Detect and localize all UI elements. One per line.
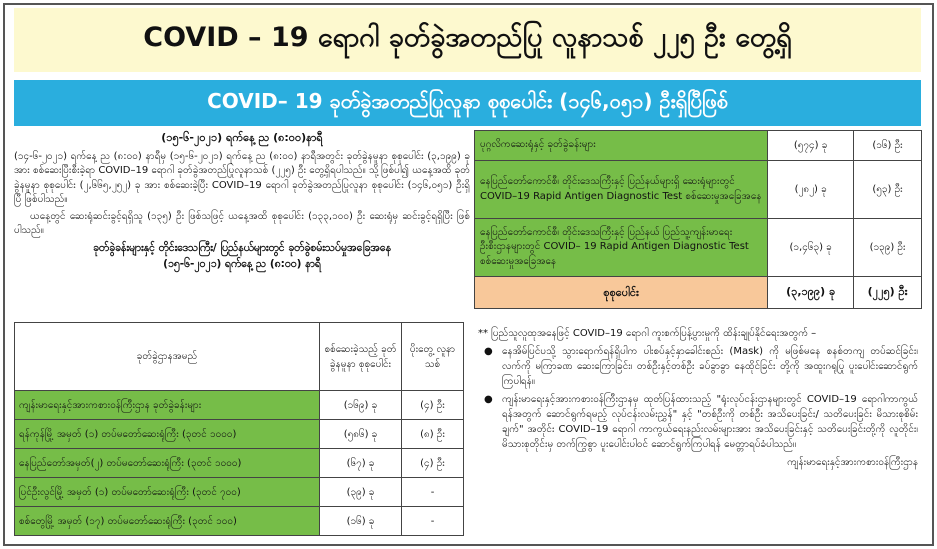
headline-banner bbox=[14, 8, 921, 72]
table-row bbox=[15, 391, 464, 420]
report-paragraph-1: (၁၄-၆-၂၀၂၁) ရက်နေ့ ည (၈:၀၀) နာရီမှ (၁၅-၆-၂၀၂၁) ရက်နေ့ ည (၈:၀၀) နာရီအတွင်း ခုတ်ခွဲနမူနာ စုစုပေါင်း (၃,၁၉၉) ခုအား စစ်ဆေးပြီးစီးခဲ့ရာ COVID–19 ရောဂါ ခုတ်ခွဲအတည်ပြုလူနာသစ် (၂၂၅) ဦး တွေ့ရှိရပါသည်။ သို့ဖြစ်ပါ၍ ယနေ့အထိ ခုတ်ခွဲနမူနာ စုစုပေါင်း (၂,၆၆၅,၂၅၂) ခု အား စစ်ဆေးခဲ့ပြီး COVID–19 ရောဂါ ခုတ်ခွဲအတည်ပြုလူနာ စုစုပေါင်း (၁၄၆,၀၅၁) ဦးရှိပြီ ဖြစ်ပါသည်။ bbox=[14, 150, 470, 206]
bullet-icon: ● bbox=[484, 346, 493, 357]
lab-table-date: (၁၅-၆-၂၀၂၁) ရက်နေ့ ည (၈:၀၀) နာရီ bbox=[163, 258, 321, 271]
table-row bbox=[475, 219, 922, 277]
table-row bbox=[475, 161, 922, 219]
summary-positive: (၁၆) ဦး bbox=[854, 131, 922, 161]
lab-header-samples: စစ်ဆေးခဲ့သည့် ခုတ်ခွဲနမူနာ စုစုပေါင်း bbox=[320, 323, 402, 391]
lab-positive: - bbox=[402, 478, 464, 507]
summary-positive: (၁၃၉) ဦး bbox=[854, 219, 922, 277]
lab-samples: (၁၆) ခု bbox=[320, 507, 402, 536]
advisory-list bbox=[478, 344, 918, 452]
summary-label: နေပြည်တော်ကောင်စီ၊ တိုင်းဒေသကြီးနှင့် ပြည်နယ် ပြည်သူ့ကျန်းမာရေးဦးစီးဌာနများတွင် COVID– 19 Rapid Antigen Diagnostic Test စစ်ဆေးမှုအခြေအနေ bbox=[475, 219, 768, 277]
table-row bbox=[475, 131, 922, 161]
lab-name: ပြင်ဦးလွင်မြို့ အမှတ် (၁) တပ်မတော်ဆေးရုံကြီး (၃တင် ၇၀၀) bbox=[15, 478, 320, 507]
lab-name: စစ်တွေမြို့ အမှတ် (၁၇) တပ်မတော်ဆေးရုံကြီး (၃တင် ၁၀၀) bbox=[15, 507, 320, 536]
lab-positive: (၄) ဦး bbox=[402, 449, 464, 478]
lab-positive: - bbox=[402, 507, 464, 536]
summary-label: ပုဂ္ဂလိကဆေးရုံနှင့် ခုတ်ခွဲခန်းများ bbox=[475, 131, 768, 161]
summary-label: နေပြည်တော်ကောင်စီ၊ တိုင်းဒေသကြီးနှင့် ပြည်နယ်များရှိ ဆေးရုံများတွင် COVID–19 Rapid Antigen Diagnostic Test စစ်ဆေးမှုအခြေအနေ bbox=[475, 161, 768, 219]
lab-header-positive: ပိုးတွေ့ လူနာသစ် bbox=[402, 323, 464, 391]
report-body bbox=[14, 130, 470, 271]
lab-samples: (၆၇) ခု bbox=[320, 449, 402, 478]
lab-table-heading: ခုတ်ခွဲခန်းများနှင့် တိုင်းဒေသကြီး/ ပြည်နယ်များတွင် ခုတ်ခွဲစမ်းသပ်မှုအခြေအနေ bbox=[92, 241, 392, 254]
list-item bbox=[478, 344, 918, 389]
lab-name: ရန်ကုန်မြို့ အမှတ် (၁) တပ်မတော်ဆေးရုံကြီး (၃တင် ၁၀၀၀) bbox=[15, 420, 320, 449]
total-cases-title: COVID– 19 ခုတ်ခွဲအတည်ပြုလူနာ စုစုပေါင်း (၁၄၆,၀၅၁) ဦးရှိပြီဖြစ် bbox=[207, 89, 728, 113]
lab-positive: (၄) ဦး bbox=[402, 391, 464, 420]
total-samples: (၃,၁၉၉) ခု bbox=[768, 277, 854, 309]
lab-samples: (၁၆၉) ခု bbox=[320, 391, 402, 420]
lab-samples: (၃၉) ခု bbox=[320, 478, 402, 507]
table-row bbox=[15, 478, 464, 507]
advisory-text: ကျန်းမာရေးနှင့်အားကစားဝန်ကြီးဌာနမှ ထုတ်ပြန်ထားသည့် "ရုံးလုပ်ငန်းဌာနများတွင် COVID–19 ရောဂါကာကွယ်ရန်အတွက် ဆောင်ရွက်ရမည့် လုပ်ငန်းလမ်းညွှန်" နှင့် "တစ်ဦးကို တစ်ဦး အသိပေးခြင်း/ သတိပေးခြင်း မိသားစုစိမ်းချက်" အတိုင်း COVID–19 ရောဂါ ကာကွယ်ရေးနည်းလမ်းများအား အသိပေးခြင်းနှင့် သတိပေးခြင်းတို့ကို လူတိုင်း၊ မိသားစုတိုင်းမှ တက်ကြွစွာ ပူးပေါင်းပါဝင် ဆောင်ရွက်ကြပါရန် မေတ္တာရပ်ခံပါသည်။ bbox=[502, 394, 918, 450]
lab-header-name: ခုတ်ခွဲဌာနအမည် bbox=[15, 323, 320, 391]
lab-table-header-row bbox=[15, 323, 464, 391]
total-positive: (၂၂၅) ဦး bbox=[854, 277, 922, 309]
summary-samples: (၂၈၂) ခု bbox=[768, 161, 854, 219]
table-row bbox=[15, 507, 464, 536]
lab-positive: (၈) ဦး bbox=[402, 420, 464, 449]
advisory-notes bbox=[478, 326, 918, 470]
summary-samples: (၅၇၄) ခု bbox=[768, 131, 854, 161]
headline-title: COVID – 19 ရောဂါ ခုတ်ခွဲအတည်ပြု လူနာသစ် ၂၂၅ ဦး တွေ့ရှိ bbox=[143, 22, 792, 53]
advisory-text: နေအိမ်ပြင်ပသို့ သွားရောက်ရန်ရှိပါက ပါးစပ်နှင့်နှာခေါင်းစည်း (Mask) ကို မဖြစ်မနေ စနစ်တကျ တပ်ဆင်ခြင်း၊ လက်ကို မကြာခဏ ဆေးကြောခြင်း၊ တစ်ဦးနှင့်တစ်ဦး ခပ်ခွာခွာ နေထိုင်ခြင်း တို့ကို အထူးဂရုပြု ပူးပေါင်းဆောင်ရွက်ကြပါရန်။ bbox=[502, 346, 918, 387]
lab-samples: (၅၈၆) ခု bbox=[320, 420, 402, 449]
total-label: စုစုပေါင်း bbox=[475, 277, 768, 309]
total-cases-banner bbox=[14, 80, 921, 126]
lab-name: ကျန်းမာရေးနှင့်အားကစားဝန်ကြီးဌာန ခုတ်ခွဲခန်းများ bbox=[15, 391, 320, 420]
summary-positive: (၅၃) ဦး bbox=[854, 161, 922, 219]
advisory-title: ** ပြည်သူလူထုအနေဖြင့် COVID–19 ရောဂါ ကူးစက်ပြန့်ပွားမှုကို ထိန်းချုပ်နိုင်ရေးအတွက် – bbox=[478, 328, 817, 339]
list-item bbox=[478, 392, 918, 452]
summary-samples: (၁,၄၆၃) ခု bbox=[768, 219, 854, 277]
lab-name: နေပြည်တော်အမှတ်(၂) တပ်မတော်ဆေးရုံကြီး (၃တင် ၁၀၀၀) bbox=[15, 449, 320, 478]
ministry-signature: ကျန်းမာရေးနှင့်အားကစားဝန်ကြီးဌာန bbox=[787, 457, 918, 468]
report-date: (၁၅-၆-၂၀၂၁) ရက်နေ့ ည (၈:၀၀)နာရီ bbox=[161, 131, 323, 144]
summary-table bbox=[474, 130, 922, 309]
summary-total-row bbox=[475, 277, 922, 309]
table-row bbox=[15, 420, 464, 449]
table-row bbox=[15, 449, 464, 478]
lab-table bbox=[14, 322, 464, 536]
report-paragraph-2: ယနေ့တွင် ဆေးရုံဆင်းခွင့်ရရှိသူ (၁၃၅) ဦး ဖြစ်သဖြင့် ယနေ့အထိ စုစုပေါင်း (၁၃၃,၁၀၀) ဦး ဆေးရုံမှ ဆင်းခွင့်ရရှိပြီး ဖြစ်ပါသည်။ bbox=[14, 210, 470, 237]
bullet-icon: ● bbox=[484, 394, 493, 405]
